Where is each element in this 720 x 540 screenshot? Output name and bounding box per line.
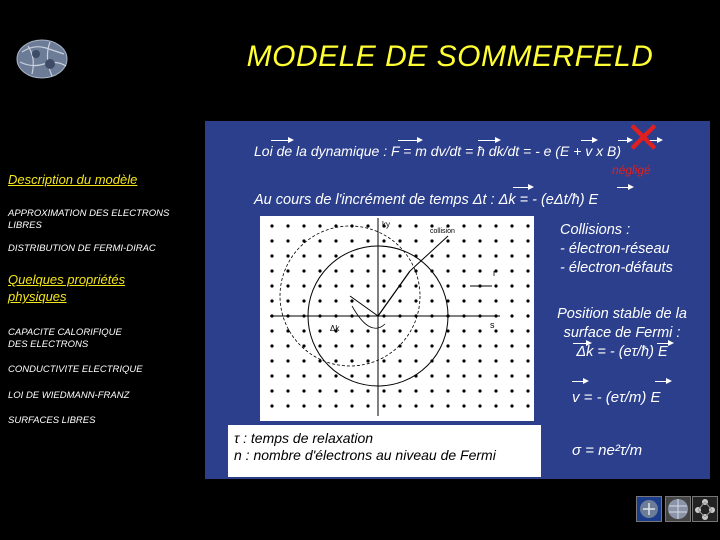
lattice-dot bbox=[318, 389, 321, 392]
lattice-dot bbox=[334, 374, 337, 377]
lattice-dot bbox=[462, 284, 465, 287]
lattice-dot bbox=[302, 374, 305, 377]
lattice-dot bbox=[334, 269, 337, 272]
lattice-dot bbox=[398, 299, 401, 302]
lattice-dot bbox=[462, 239, 465, 242]
lattice-dot bbox=[366, 329, 369, 332]
lattice-dot bbox=[286, 269, 289, 272]
lattice-dot bbox=[366, 269, 369, 272]
definitions-box bbox=[228, 425, 541, 477]
lattice-dot bbox=[302, 359, 305, 362]
dk-label: Δk bbox=[330, 324, 340, 333]
sidebar-item-conductivite[interactable]: CONDUCTIVITE ELECTRIQUE bbox=[8, 364, 143, 375]
lattice-dot bbox=[286, 239, 289, 242]
lattice-dot bbox=[526, 314, 529, 317]
lattice-dot bbox=[286, 329, 289, 332]
lattice-dot bbox=[302, 404, 305, 407]
lattice-dot bbox=[286, 224, 289, 227]
lattice-dot bbox=[526, 344, 529, 347]
lattice-dot bbox=[366, 299, 369, 302]
globe-nav-button[interactable] bbox=[665, 496, 691, 522]
lattice-dot bbox=[286, 359, 289, 362]
lattice-dot bbox=[462, 404, 465, 407]
lattice-dot bbox=[478, 389, 481, 392]
lattice-dot bbox=[302, 224, 305, 227]
lattice-dot bbox=[430, 389, 433, 392]
lattice-dot bbox=[350, 359, 353, 362]
lattice-dot bbox=[350, 284, 353, 287]
vector-arrow-dk bbox=[513, 187, 531, 188]
lattice-dot bbox=[494, 359, 497, 362]
lattice-dot bbox=[382, 344, 385, 347]
lattice-dot bbox=[270, 329, 273, 332]
lattice-dot bbox=[318, 299, 321, 302]
lattice-dot bbox=[382, 404, 385, 407]
lattice-dot bbox=[494, 254, 497, 257]
lattice-dot bbox=[286, 374, 289, 377]
lattice-dot bbox=[526, 239, 529, 242]
vector-arrow-k bbox=[478, 140, 498, 141]
lattice-dot bbox=[398, 224, 401, 227]
lattice-dot bbox=[494, 404, 497, 407]
lattice-dot bbox=[270, 269, 273, 272]
sidebar-item-surfaces[interactable]: SURFACES LIBRES bbox=[8, 415, 96, 426]
sidebar-heading-proprietes[interactable] bbox=[8, 271, 198, 305]
lattice-dot bbox=[414, 329, 417, 332]
lattice-dot bbox=[366, 389, 369, 392]
lattice-dot bbox=[510, 374, 513, 377]
position-block bbox=[548, 305, 696, 362]
lattice-dot bbox=[478, 404, 481, 407]
lattice-dot bbox=[382, 254, 385, 257]
lattice-dot bbox=[366, 224, 369, 227]
lattice-dot bbox=[526, 374, 529, 377]
lattice-dot bbox=[318, 284, 321, 287]
lattice-dot bbox=[398, 329, 401, 332]
page-title: MODELE DE SOMMERFELD bbox=[246, 40, 654, 73]
lattice-dot bbox=[414, 224, 417, 227]
lattice-dot bbox=[270, 404, 273, 407]
lattice-dot bbox=[382, 359, 385, 362]
lattice-dot bbox=[510, 239, 513, 242]
lattice-dot bbox=[446, 254, 449, 257]
position-line3: Δk = - (eτ/ħ) E bbox=[576, 344, 668, 360]
lattice-dot bbox=[382, 299, 385, 302]
lattice-dot bbox=[526, 254, 529, 257]
lattice-dot bbox=[430, 284, 433, 287]
lattice-dot bbox=[270, 284, 273, 287]
vector-arrow-e4 bbox=[657, 343, 671, 344]
lattice-dot bbox=[414, 299, 417, 302]
vector-arrow-v bbox=[398, 140, 420, 141]
lattice-dot bbox=[446, 284, 449, 287]
lattice-dot bbox=[414, 284, 417, 287]
lattice-dot bbox=[414, 239, 417, 242]
lattice-dot bbox=[318, 254, 321, 257]
lattice-dot bbox=[302, 269, 305, 272]
lattice-dot bbox=[318, 404, 321, 407]
lattice-dot bbox=[478, 374, 481, 377]
lattice-dot bbox=[398, 374, 401, 377]
lattice-dot bbox=[302, 284, 305, 287]
lattice-dot bbox=[510, 284, 513, 287]
lattice-dot bbox=[526, 269, 529, 272]
lattice-dot bbox=[270, 254, 273, 257]
lattice-dot bbox=[446, 239, 449, 242]
lattice-dot bbox=[526, 329, 529, 332]
lattice-dot bbox=[350, 254, 353, 257]
sidebar-item-fermi-dirac[interactable]: DISTRIBUTION DE FERMI-DIRAC bbox=[8, 243, 156, 254]
neglige-label: négligé bbox=[612, 163, 651, 177]
globe-logo-icon bbox=[14, 38, 70, 80]
lattice-dot bbox=[478, 359, 481, 362]
vector-arrow-dk2 bbox=[573, 343, 589, 344]
lattice-dot bbox=[318, 329, 321, 332]
lattice-dot bbox=[318, 224, 321, 227]
lattice-dot bbox=[510, 389, 513, 392]
n-definition: n : nombre d'électrons au niveau de Fermi bbox=[234, 447, 496, 463]
lattice-dot bbox=[286, 404, 289, 407]
lattice-dot bbox=[318, 269, 321, 272]
lattice-dot bbox=[478, 299, 481, 302]
lattice-dot bbox=[398, 404, 401, 407]
globe-icon bbox=[666, 497, 690, 521]
lattice-dot bbox=[286, 254, 289, 257]
lattice-dot bbox=[366, 254, 369, 257]
lattice-dot bbox=[446, 374, 449, 377]
lattice-dot bbox=[382, 389, 385, 392]
conductivity-formula: σ = ne²τ/m bbox=[572, 442, 643, 459]
lattice-dot bbox=[510, 299, 513, 302]
lattice-dot bbox=[350, 269, 353, 272]
lattice-dot bbox=[382, 239, 385, 242]
lattice-dot bbox=[478, 239, 481, 242]
lattice-dot bbox=[430, 239, 433, 242]
lattice-dot bbox=[286, 284, 289, 287]
lattice-dot bbox=[510, 269, 513, 272]
s-label: s bbox=[490, 320, 495, 330]
lattice-dot bbox=[510, 254, 513, 257]
lattice-dot bbox=[270, 374, 273, 377]
sidebar bbox=[8, 172, 198, 427]
lattice-dot bbox=[510, 314, 513, 317]
collisions-defauts: - électron-défauts bbox=[560, 260, 673, 276]
collisions-title: Collisions : bbox=[560, 222, 631, 238]
collisions-block bbox=[560, 221, 673, 278]
lattice-dot bbox=[302, 344, 305, 347]
lattice-dot bbox=[414, 359, 417, 362]
lattice-dot bbox=[478, 329, 481, 332]
sidebar-heading-proprietes-text: Quelques propriétés physiques bbox=[8, 272, 126, 304]
collision-label: collision bbox=[430, 228, 455, 235]
r-label: r bbox=[493, 268, 496, 278]
lattice-dot bbox=[286, 389, 289, 392]
lattice-dot bbox=[510, 329, 513, 332]
lattice-dot bbox=[270, 359, 273, 362]
lattice-dot bbox=[318, 359, 321, 362]
lattice-dot bbox=[366, 344, 369, 347]
collisions-reseau: - électron-réseau bbox=[560, 241, 670, 257]
sidebar-item-electrons-libres[interactable]: APPROXIMATION DES ELECTRONS LIBRES bbox=[8, 208, 170, 231]
lattice-dot bbox=[494, 224, 497, 227]
lattice-dot bbox=[398, 254, 401, 257]
position-line2: surface de Fermi : bbox=[563, 325, 681, 341]
lattice-dot bbox=[334, 299, 337, 302]
lattice-dot bbox=[462, 329, 465, 332]
lattice-dot bbox=[414, 404, 417, 407]
lattice-dot bbox=[318, 374, 321, 377]
lattice-dot bbox=[494, 329, 497, 332]
lattice-dot bbox=[318, 239, 321, 242]
lattice-dot bbox=[366, 239, 369, 242]
lattice-dot bbox=[494, 239, 497, 242]
lattice-dot bbox=[510, 224, 513, 227]
lattice-dot bbox=[302, 299, 305, 302]
lattice-dot bbox=[302, 254, 305, 257]
lattice-dot bbox=[430, 299, 433, 302]
tau-definition: τ : temps de relaxation bbox=[234, 430, 374, 446]
k-vector bbox=[378, 271, 410, 316]
lattice-dot bbox=[366, 374, 369, 377]
atomium-icon bbox=[693, 497, 717, 521]
lattice-dot bbox=[510, 404, 513, 407]
dk-vector bbox=[350, 296, 378, 316]
position-line1: Position stable de la bbox=[557, 306, 687, 322]
lattice-dot bbox=[350, 299, 353, 302]
lattice-dot bbox=[334, 254, 337, 257]
lattice-dot bbox=[398, 239, 401, 242]
lattice-dot bbox=[430, 329, 433, 332]
lattice-dot bbox=[318, 344, 321, 347]
lattice-dot bbox=[446, 389, 449, 392]
lattice-dot bbox=[350, 389, 353, 392]
sidebar-heading-description[interactable]: Description du modèle bbox=[8, 172, 138, 187]
lattice-dot bbox=[334, 404, 337, 407]
dynamics-law: Loi de la dynamique : F = m dv/dt = ħ dk/dt = - e (E + v x B) bbox=[254, 143, 622, 159]
lattice-dot bbox=[398, 359, 401, 362]
lattice-dot bbox=[494, 299, 497, 302]
atomium-nav-button[interactable] bbox=[692, 496, 718, 522]
lattice-dot bbox=[446, 404, 449, 407]
lattice-dot bbox=[462, 359, 465, 362]
lattice-dot bbox=[446, 344, 449, 347]
lattice-dot bbox=[270, 299, 273, 302]
vector-arrow-e5 bbox=[655, 381, 669, 382]
lattice-dot bbox=[510, 359, 513, 362]
lattice-dot bbox=[494, 374, 497, 377]
lattice-dot bbox=[350, 344, 353, 347]
lattice-dot bbox=[414, 389, 417, 392]
arrow-icon bbox=[637, 497, 661, 521]
lattice-dot bbox=[334, 239, 337, 242]
lattice-dot bbox=[414, 344, 417, 347]
lattice-dot bbox=[430, 404, 433, 407]
fermi-sphere-diagram bbox=[260, 216, 534, 421]
vector-arrow-e3 bbox=[617, 187, 631, 188]
lattice-dot bbox=[510, 344, 513, 347]
velocity-formula: v = - (eτ/m) E bbox=[572, 389, 661, 406]
lattice-dot bbox=[494, 389, 497, 392]
lattice-dot bbox=[366, 284, 369, 287]
lattice-dot bbox=[270, 224, 273, 227]
lattice-dot bbox=[382, 284, 385, 287]
lattice-dot bbox=[462, 389, 465, 392]
lattice-dot bbox=[494, 344, 497, 347]
lattice-dot bbox=[446, 269, 449, 272]
lattice-dot bbox=[334, 284, 337, 287]
lattice-dot bbox=[478, 254, 481, 257]
lattice-dot bbox=[270, 239, 273, 242]
lattice-dot bbox=[366, 404, 369, 407]
lattice-dot bbox=[270, 389, 273, 392]
lattice-dot bbox=[286, 344, 289, 347]
lattice-dot bbox=[462, 299, 465, 302]
vector-arrow-e bbox=[581, 140, 595, 141]
lattice-dot bbox=[430, 254, 433, 257]
lattice-dot bbox=[398, 389, 401, 392]
lattice-dot bbox=[526, 359, 529, 362]
lattice-dot bbox=[478, 344, 481, 347]
lattice-dot bbox=[334, 344, 337, 347]
lattice-dot bbox=[478, 269, 481, 272]
lattice-dot bbox=[302, 329, 305, 332]
sidebar-item-capacite[interactable]: CAPACITE CALORIFIQUE DES ELECTRONS bbox=[8, 327, 122, 350]
lattice-dot bbox=[286, 299, 289, 302]
lattice-dot bbox=[270, 344, 273, 347]
lattice-dot bbox=[430, 374, 433, 377]
increment-text: Au cours de l'incrément de temps Δt : Δk = - (eΔt/ħ) E bbox=[254, 192, 599, 208]
lattice-dot bbox=[350, 329, 353, 332]
lattice-dot bbox=[526, 299, 529, 302]
lattice-dot bbox=[398, 269, 401, 272]
lattice-dot bbox=[462, 269, 465, 272]
lattice-dot bbox=[334, 389, 337, 392]
lattice-dot bbox=[526, 404, 529, 407]
lattice-dot bbox=[462, 254, 465, 257]
lattice-dot bbox=[350, 404, 353, 407]
vector-arrow-f bbox=[271, 140, 291, 141]
lattice-dot bbox=[350, 374, 353, 377]
back-button[interactable] bbox=[636, 496, 662, 522]
lattice-dot bbox=[494, 284, 497, 287]
lattice-dot bbox=[350, 239, 353, 242]
sidebar-item-wiedmann-franz[interactable]: LOI DE WIEDMANN-FRANZ bbox=[8, 390, 130, 401]
lattice-dot bbox=[446, 359, 449, 362]
lattice-dot bbox=[462, 374, 465, 377]
lattice-dot bbox=[462, 344, 465, 347]
lattice-dot bbox=[478, 224, 481, 227]
lattice-dot bbox=[526, 224, 529, 227]
vector-arrow-v3 bbox=[572, 381, 586, 382]
ky-label: ky bbox=[382, 220, 390, 229]
lattice-dot bbox=[382, 269, 385, 272]
lattice-dot bbox=[430, 344, 433, 347]
cross-out-icon: ✕ bbox=[625, 114, 662, 163]
lattice-dot bbox=[302, 389, 305, 392]
lattice-dot bbox=[462, 224, 465, 227]
lattice-dot bbox=[526, 284, 529, 287]
lattice-dot bbox=[382, 374, 385, 377]
lattice-dot bbox=[334, 359, 337, 362]
lattice-dot bbox=[366, 359, 369, 362]
lattice-dot bbox=[526, 389, 529, 392]
lattice-dot bbox=[382, 329, 385, 332]
